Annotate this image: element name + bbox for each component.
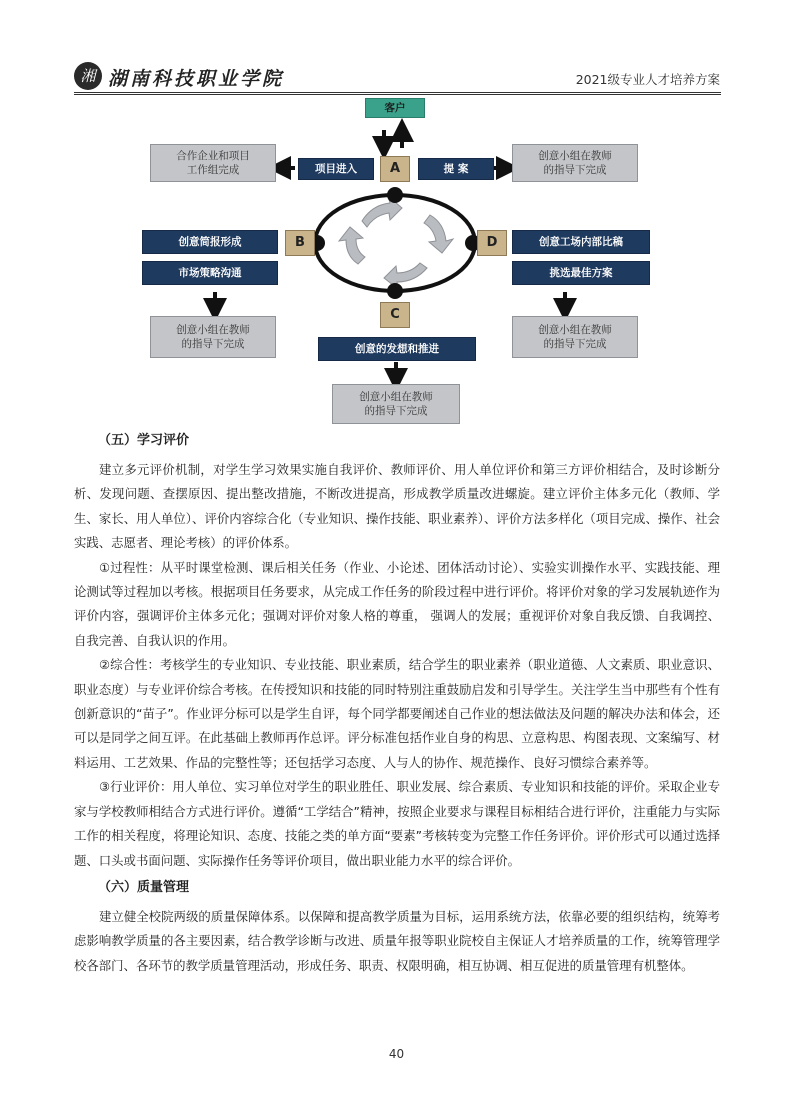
document-title: 2021级专业人才培养方案 (575, 72, 720, 87)
school-logo (74, 62, 285, 92)
node-c-dot (387, 283, 403, 299)
proposal-box: 提 案 (418, 158, 494, 180)
body-content (74, 426, 720, 978)
creative-brief-box: 创意简报形成 (142, 230, 278, 254)
top-left-result-box: 合作企业和项目 工作组完成 (150, 144, 276, 182)
left-bottom-result-box: 创意小组在教师 的指导下完成 (150, 316, 276, 358)
project-entry-box: 项目进入 (298, 158, 374, 180)
node-a-dot (387, 187, 403, 203)
header-divider (74, 92, 721, 95)
bottom-result-box: 创意小组在教师 的指导下完成 (332, 384, 460, 424)
internal-competition-box: 创意工场内部比稿 (512, 230, 650, 254)
paragraph: ①过程性：从平时课堂检测、课后相关任务（作业、小论述、团体活动讨论）、实验实训操作水平、实践技能、理论测试等过程加以考核。根据项目任务要求，从完成工作任务的阶段过程中进行评价。将评价对象的学习发展轨迹作为评价内容，强调评价主体多元化；强调对评价对象人格的尊重， 强调人的发展；重视评价对象自我反馈、自我调控、自我完善、自我认识的作用。 (74, 559, 720, 648)
paragraph: ②综合性：考核学生的专业知识、专业技能、职业素质，结合学生的职业素养（职业道德、人文素质、职业意识、职业态度）与专业评价综合考核。在传授知识和技能的同时特别注重鼓励启发和引导学生。关注学生当中那些有个性有创新意识的“苗子”。作业评分标可以是学生自评，每个同学都要阐述自己作业的想法做法及问题的解决办法和体会，还可以是同学之间互评。在此基础上教师再作总评。评分标准包括作业自身的构思、立意构思、构图表现、文案编写、材料运用、工艺效果、作品的完整性等；还包括学习态度、人与人的协作、规范操作、良好习惯综合素养等。 (74, 657, 720, 770)
paragraph: 建立多元评价机制，对学生学习效果实施自我评价、教师评价、用人单位评价和第三方评价相结合，及时诊断分析、发现问题、查摆原因、提出整改措施，不断改进提高，形成教学质量改进螺旋。建立评价主体多元化（教师、学生、家长、用人单位）、评价内容综合化（专业知识、操作技能、职业素养）、评价方法多样化（项目完成、操作、社会实践、志愿者、理论考核）的评价体系。 (74, 462, 720, 551)
paragraph: 建立健全校院两级的质量保障体系。以保障和提高教学质量为目标，运用系统方法，依靠必要的组织结构，统筹考虑影响教学质量的各主要因素，结合教学诊断与改进、质量年报等职业院校自主保证人才培养质量的工作，统筹管理学校各部门、各环节的教学质量管理活动，形成任务、职责、权限明确，相互协调、相互促进的质量管理有机整体。 (74, 908, 720, 973)
logo-seal-icon: 湘 (74, 62, 102, 90)
node-b-label: B (285, 230, 315, 256)
concept-development-box: 创意的发想和推进 (318, 337, 476, 361)
node-a-label: A (380, 156, 410, 182)
select-best-box: 挑选最佳方案 (512, 261, 650, 285)
page-number: 40 (388, 1047, 405, 1061)
node-d-label: D (477, 230, 507, 256)
paragraph: ③行业评价：用人单位、实习单位对学生的职业胜任、职业发展、综合素质、专业知识和技能的评价。采取企业专家与学校教师相结合方式进行评价。遵循“工学结合”精神，按照企业要求与课程目标相结合进行评价，注重能力与实际工作的相关程度，将理论知识、态度、技能之类的单方面“要素”考核转变为完整工作任务评价。评价形式可以通过选择题、口头或书面问题、实际操作任务等评价项目，做出职业能力水平的综合评价。 (74, 779, 720, 868)
cycle-arrows (339, 196, 453, 289)
section-heading-quality-management: （六）质量管理 (98, 879, 190, 895)
market-strategy-box: 市场策略沟通 (142, 261, 278, 285)
top-right-result-box: 创意小组在教师 的指导下完成 (512, 144, 638, 182)
workflow-diagram (140, 96, 645, 426)
node-c-label: C (380, 302, 410, 328)
school-name: 湖南科技职业学院 (108, 68, 285, 90)
section-heading-learning-evaluation: （五）学习评价 (98, 433, 190, 448)
right-bottom-result-box: 创意小组在教师 的指导下完成 (512, 316, 638, 358)
customer-box: 客户 (365, 98, 425, 118)
